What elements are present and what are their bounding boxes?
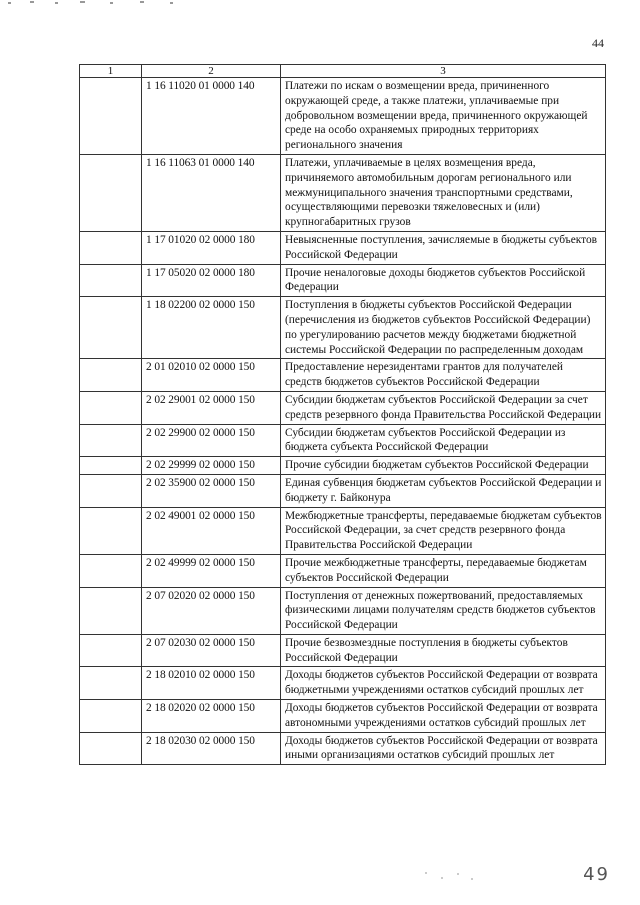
table-row xyxy=(80,424,606,457)
table-row xyxy=(80,457,606,475)
scan-smudge xyxy=(420,869,480,883)
revenue-code-cell: 1 18 02200 02 0000 150 xyxy=(142,297,281,359)
scan-artifact xyxy=(0,0,200,10)
revenue-code-cell: 1 16 11020 01 0000 140 xyxy=(142,78,281,155)
revenue-codes-table xyxy=(79,64,606,765)
revenue-description-cell: Субсидии бюджетам субъектов Российской Федерации из бюджета субъекта Российской Федерации xyxy=(281,424,606,457)
table-row xyxy=(80,297,606,359)
page-number: 44 xyxy=(592,36,604,50)
table-row xyxy=(80,732,606,765)
revenue-description-cell: Доходы бюджетов субъектов Российской Федерации от возврата бюджетными учреждениями остатков субсидий прошлых лет xyxy=(281,667,606,700)
revenue-description-cell: Межбюджетные трансферты, передаваемые бюджетам субъектов Российской Федерации, за счет средств резервного фонда Правительства Российской Федерации xyxy=(281,507,606,554)
revenue-description-cell: Поступления в бюджеты субъектов Российской Федерации (перечисления из бюджетов субъектов Российской Федерации) по урегулированию расчетов между бюджетами бюджетной системы Российской Федерации по распределенным доходам xyxy=(281,297,606,359)
admin-code-cell xyxy=(80,554,142,587)
revenue-description-cell: Прочие межбюджетные трансферты, передаваемые бюджетам субъектов Российской Федерации xyxy=(281,554,606,587)
revenue-code-cell: 2 18 02030 02 0000 150 xyxy=(142,732,281,765)
table-row xyxy=(80,554,606,587)
table-row xyxy=(80,507,606,554)
revenue-code-cell: 2 18 02020 02 0000 150 xyxy=(142,700,281,733)
table-header-row xyxy=(80,65,606,78)
admin-code-cell xyxy=(80,78,142,155)
table-row xyxy=(80,154,606,231)
revenue-description-cell: Единая субвенция бюджетам субъектов Российской Федерации и бюджету г. Байконура xyxy=(281,474,606,507)
revenue-code-cell: 2 02 29001 02 0000 150 xyxy=(142,391,281,424)
revenue-code-cell: 2 01 02010 02 0000 150 xyxy=(142,359,281,392)
revenue-code-cell: 2 07 02020 02 0000 150 xyxy=(142,587,281,634)
table-row xyxy=(80,78,606,155)
revenue-code-cell: 2 07 02030 02 0000 150 xyxy=(142,634,281,667)
table-row xyxy=(80,700,606,733)
admin-code-cell xyxy=(80,264,142,297)
admin-code-cell xyxy=(80,634,142,667)
admin-code-cell xyxy=(80,457,142,475)
revenue-description-cell: Субсидии бюджетам субъектов Российской Федерации за счет средств резервного фонда Правительства Российской Федерации xyxy=(281,391,606,424)
table-row xyxy=(80,667,606,700)
table-row xyxy=(80,587,606,634)
admin-code-cell xyxy=(80,700,142,733)
table-row xyxy=(80,391,606,424)
revenue-description-cell: Предоставление нерезидентами грантов для получателей средств бюджетов субъектов Российской Федерации xyxy=(281,359,606,392)
revenue-code-cell: 2 02 49999 02 0000 150 xyxy=(142,554,281,587)
revenue-description-cell: Прочие неналоговые доходы бюджетов субъектов Российской Федерации xyxy=(281,264,606,297)
archive-stamp-number: 49 xyxy=(583,864,610,885)
table-row xyxy=(80,264,606,297)
admin-code-cell xyxy=(80,667,142,700)
admin-code-cell xyxy=(80,359,142,392)
revenue-code-cell: 2 02 29900 02 0000 150 xyxy=(142,424,281,457)
column-header-3: 3 xyxy=(281,65,606,78)
table-row xyxy=(80,474,606,507)
revenue-code-cell: 1 17 01020 02 0000 180 xyxy=(142,231,281,264)
revenue-description-cell: Невыясненные поступления, зачисляемые в бюджеты субъектов Российской Федерации xyxy=(281,231,606,264)
admin-code-cell xyxy=(80,391,142,424)
admin-code-cell xyxy=(80,154,142,231)
revenue-code-cell: 1 17 05020 02 0000 180 xyxy=(142,264,281,297)
admin-code-cell xyxy=(80,297,142,359)
admin-code-cell xyxy=(80,732,142,765)
column-header-2: 2 xyxy=(142,65,281,78)
table-body xyxy=(80,78,606,765)
table-row xyxy=(80,231,606,264)
revenue-description-cell: Прочие безвозмездные поступления в бюджеты субъектов Российской Федерации xyxy=(281,634,606,667)
admin-code-cell xyxy=(80,231,142,264)
revenue-code-cell: 2 02 29999 02 0000 150 xyxy=(142,457,281,475)
revenue-description-cell: Доходы бюджетов субъектов Российской Федерации от возврата иными организациями остатков субсидий прошлых лет xyxy=(281,732,606,765)
admin-code-cell xyxy=(80,587,142,634)
admin-code-cell xyxy=(80,474,142,507)
revenue-description-cell: Поступления от денежных пожертвований, предоставляемых физическими лицами получателям средств бюджетов субъектов Российской Федерации xyxy=(281,587,606,634)
admin-code-cell xyxy=(80,507,142,554)
revenue-code-cell: 2 18 02010 02 0000 150 xyxy=(142,667,281,700)
table-row xyxy=(80,359,606,392)
revenue-description-cell: Прочие субсидии бюджетам субъектов Российской Федерации xyxy=(281,457,606,475)
table-row xyxy=(80,634,606,667)
revenue-code-cell: 2 02 35900 02 0000 150 xyxy=(142,474,281,507)
admin-code-cell xyxy=(80,424,142,457)
revenue-description-cell: Платежи, уплачиваемые в целях возмещения вреда, причиняемого автомобильным дорогам регионального или межмуниципального значения транспортными средствами, осуществляющими перевозки тяжеловесных и (или) крупногабаритных грузов xyxy=(281,154,606,231)
revenue-code-cell: 1 16 11063 01 0000 140 xyxy=(142,154,281,231)
revenue-description-cell: Платежи по искам о возмещении вреда, причиненного окружающей среде, а также платежи, уплачиваемые при добровольном возмещении вреда, причиненного окружающей среде на особо охраняемых природных территориях регионального значения xyxy=(281,78,606,155)
revenue-code-cell: 2 02 49001 02 0000 150 xyxy=(142,507,281,554)
revenue-description-cell: Доходы бюджетов субъектов Российской Федерации от возврата автономными учреждениями остатков субсидий прошлых лет xyxy=(281,700,606,733)
column-header-1: 1 xyxy=(80,65,142,78)
